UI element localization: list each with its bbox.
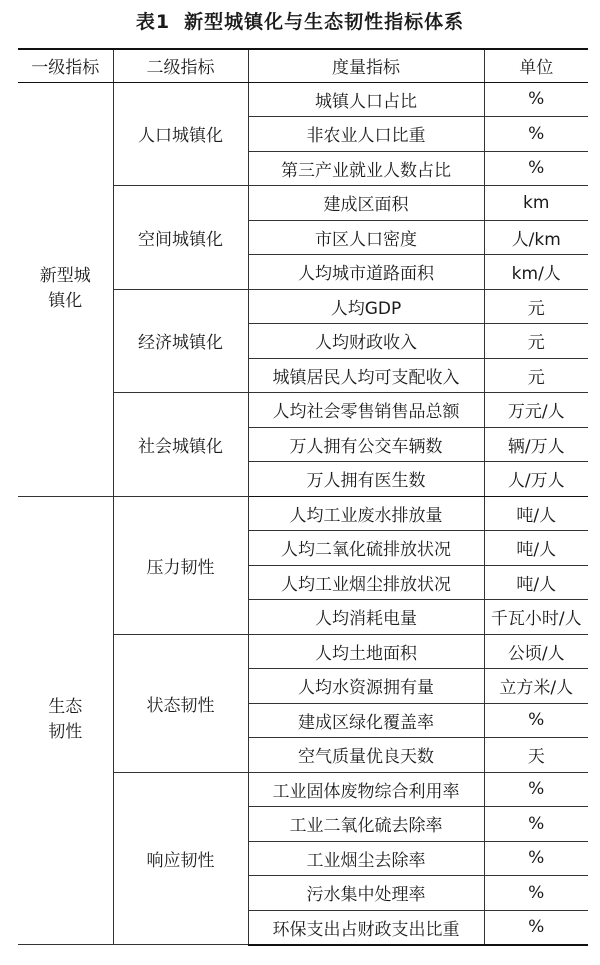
level1-indicator-line: 生态 [48,697,83,718]
metric-cell: 空气质量优良天数 [248,738,484,773]
unit-cell: % [484,910,588,945]
level2-indicator: 人口城镇化 [113,82,248,186]
header-level2: 二级指标 [113,49,248,82]
metric-cell: 污水集中处理率 [248,876,484,911]
unit-cell: 元 [484,324,588,359]
header-metric: 度量指标 [248,49,484,82]
unit-cell: % [484,82,588,117]
level1-indicator [18,82,113,496]
unit-cell: 万元/人 [484,393,588,428]
table-caption [0,0,600,44]
metric-cell: 万人拥有公交车辆数 [248,427,484,462]
level2-indicator: 状态韧性 [113,634,248,772]
level1-indicator-line: 新型城 [39,266,91,286]
unit-cell: % [484,703,588,738]
level2-indicator: 响应韧性 [113,772,248,945]
unit-cell: 吨/人 [484,531,588,566]
unit-cell: % [484,151,588,186]
metric-cell: 环保支出占财政支出比重 [248,910,484,945]
unit-cell: 立方米/人 [484,669,588,704]
unit-cell: 元 [484,358,588,393]
level1-indicator-line: 韧性 [48,722,83,743]
header-unit: 单位 [484,49,588,82]
metric-cell: 人均水资源拥有量 [248,669,484,704]
unit-cell: 吨/人 [484,496,588,531]
metric-cell: 市区人口密度 [248,220,484,255]
unit-cell: 辆/万人 [484,427,588,462]
metric-cell: 工业二氧化硫去除率 [248,807,484,842]
level2-indicator: 经济城镇化 [113,289,248,393]
metric-cell: 万人拥有医生数 [248,462,484,497]
header-row [18,49,588,82]
metric-cell: 人均二氧化硫排放状况 [248,531,484,566]
level2-indicator: 压力韧性 [113,496,248,634]
metric-cell: 非农业人口比重 [248,117,484,152]
unit-cell: 公顷/人 [484,634,588,669]
table-title: 新型城镇化与生态韧性指标体系 [184,11,465,33]
indicator-table [18,48,588,946]
level1-indicator-line: 镇化 [48,291,83,311]
metric-cell: 人均GDP [248,289,484,324]
metric-cell: 城镇人口占比 [248,82,484,117]
metric-cell: 人均城市道路面积 [248,255,484,290]
table-row [18,496,588,531]
unit-cell: km/人 [484,255,588,290]
metric-cell: 工业烟尘去除率 [248,841,484,876]
unit-cell: 元 [484,289,588,324]
metric-cell: 人均消耗电量 [248,600,484,635]
metric-cell: 第三产业就业人数占比 [248,151,484,186]
unit-cell: 人/km [484,220,588,255]
metric-cell: 人均工业烟尘排放状况 [248,565,484,600]
table-body [18,82,588,945]
table-row [18,82,588,117]
metric-cell: 城镇居民人均可支配收入 [248,358,484,393]
unit-cell: 千瓦小时/人 [484,600,588,635]
metric-cell: 工业固体废物综合利用率 [248,772,484,807]
metric-cell: 人均工业废水排放量 [248,496,484,531]
unit-cell: % [484,807,588,842]
unit-cell: % [484,841,588,876]
metric-cell: 人均社会零售销售品总额 [248,393,484,428]
unit-cell: 吨/人 [484,565,588,600]
unit-cell: % [484,117,588,152]
table-header [18,49,588,82]
unit-cell: % [484,772,588,807]
unit-cell: km [484,186,588,221]
level2-indicator: 社会城镇化 [113,393,248,497]
metric-cell: 人均财政收入 [248,324,484,359]
level1-indicator [18,496,113,945]
header-level1: 一级指标 [18,49,113,82]
unit-cell: 天 [484,738,588,773]
metric-cell: 建成区绿化覆盖率 [248,703,484,738]
unit-cell: 人/万人 [484,462,588,497]
table-number: 表1 [135,11,171,33]
metric-cell: 人均土地面积 [248,634,484,669]
metric-cell: 建成区面积 [248,186,484,221]
unit-cell: % [484,876,588,911]
level2-indicator: 空间城镇化 [113,186,248,290]
